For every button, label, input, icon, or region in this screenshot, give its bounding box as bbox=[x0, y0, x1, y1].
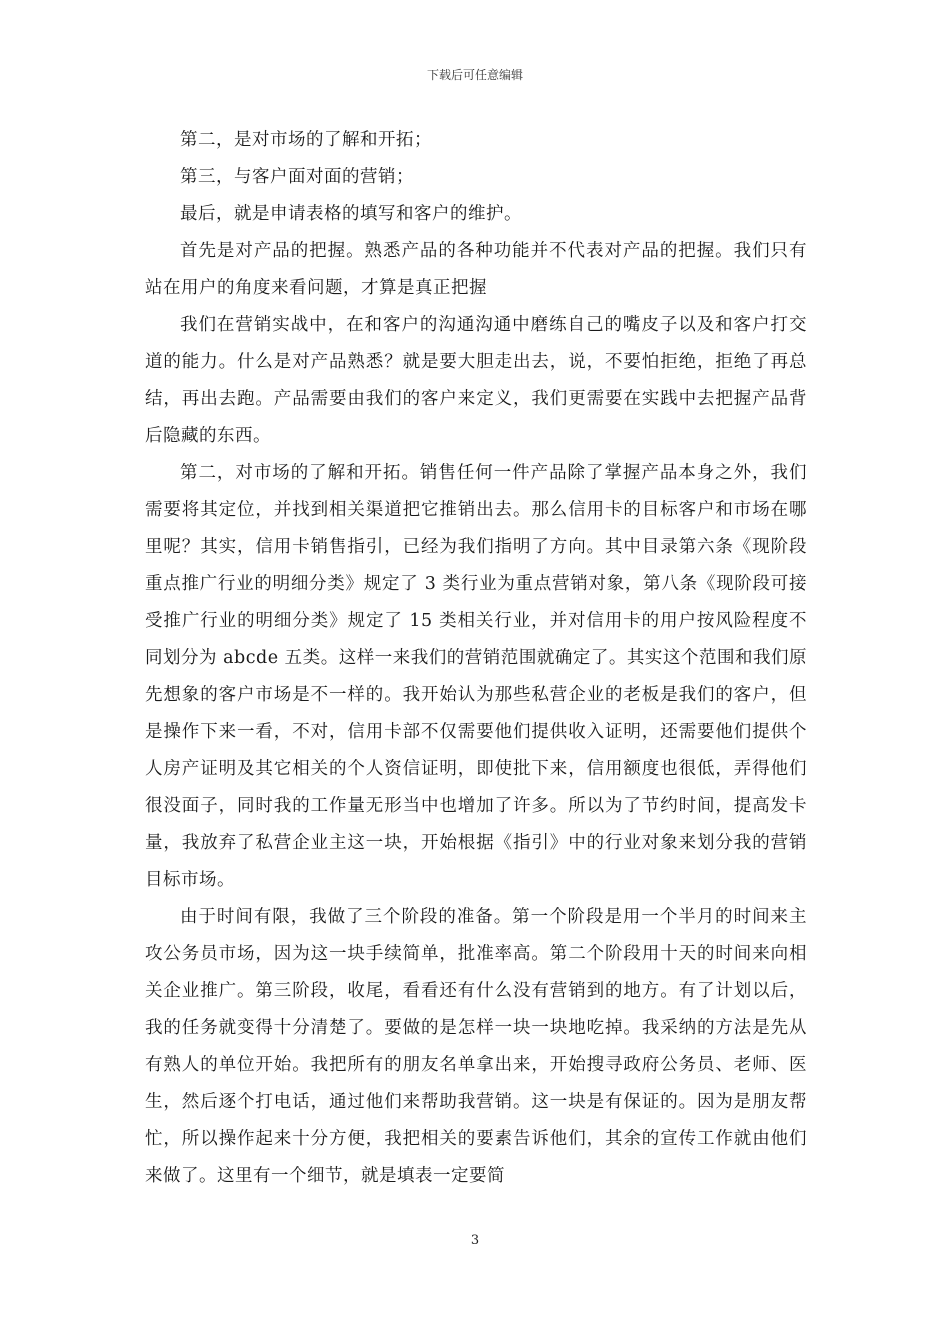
paragraph-1: 第二，是对市场的了解和开拓； bbox=[180, 130, 432, 150]
paragraph-6: 第二，对市场的了解和开拓。销售任何一件产品除了掌握产品本身之外，我们需要将其定位，并找到相关渠道把它推销出去。那么信用卡的目标客户和市场在哪里呢？其实，信用卡销售指引，已经为我们指明了方向。其中目录第六条《现阶段重点推广行业的明细分类》规定了 3 类行业为重点营销对象，第八条《现阶段可接受推广行业的明细分类》规定了 15 类相关行业，并对信用卡的用户按风险程度不同划分为 abcde 五类。这样一来我们的营销范围就确定了。其实这个范围和我们原先想象的客户市场是不一样的。我开始认为那些私营企业的老板是我们的客户，但是操作下来一看，不对，信用卡部不仅需要他们提供收入证明，还需要他们提供个人房产证明及其它相关的个人资信证明，即使批下来，信用额度也很低，弄得他们很没面子，同时我的工作量无形当中也增加了许多。所以为了节约时间，提高发卡量，我放弃了私营企业主这一块，开始根据《指引》中的行业对象来划分我的营销目标市场。 bbox=[145, 463, 807, 890]
paragraph-7: 由于时间有限，我做了三个阶段的准备。第一个阶段是用一个半月的时间来主攻公务员市场，因为这一块手续简单，批准率高。第二个阶段用十天的时间来向相关企业推广。第三阶段，收尾，看看还有什么没有营销到的地方。有了计划以后，我的任务就变得十分清楚了。要做的是怎样一块一块地吃掉。我采纳的方法是先从有熟人的单位开始。我把所有的朋友名单拿出来，开始搜寻政府公务员、老师、医生，然后逐个打电话，通过他们来帮助我营销。这一块是有保证的。因为是朋友帮忙，所以操作起来十分方便，我把相关的要素告诉他们，其余的宣传工作就由他们来做了。这里有一个细节，就是填表一定要简 bbox=[145, 907, 807, 1186]
page-number: 3 bbox=[470, 1233, 480, 1248]
paragraph-3: 最后，就是申请表格的填写和客户的维护。 bbox=[180, 204, 522, 224]
document-body bbox=[145, 122, 807, 1195]
paragraph-4: 首先是对产品的把握。熟悉产品的各种功能并不代表对产品的把握。我们只有站在用户的角度来看问题，才算是真正把握 bbox=[145, 241, 807, 298]
paragraph-5: 我们在营销实战中，在和客户的沟通沟通中磨练自己的嘴皮子以及和客户打交道的能力。什么是对产品熟悉？就是要大胆走出去，说，不要怕拒绝，拒绝了再总结，再出去跑。产品需要由我们的客户来定义，我们更需要在实践中去把握产品背后隐藏的东西。 bbox=[145, 315, 807, 446]
paragraph-2: 第三，与客户面对面的营销； bbox=[180, 167, 414, 187]
page-header: 下载后可任意编辑 bbox=[426, 68, 523, 82]
